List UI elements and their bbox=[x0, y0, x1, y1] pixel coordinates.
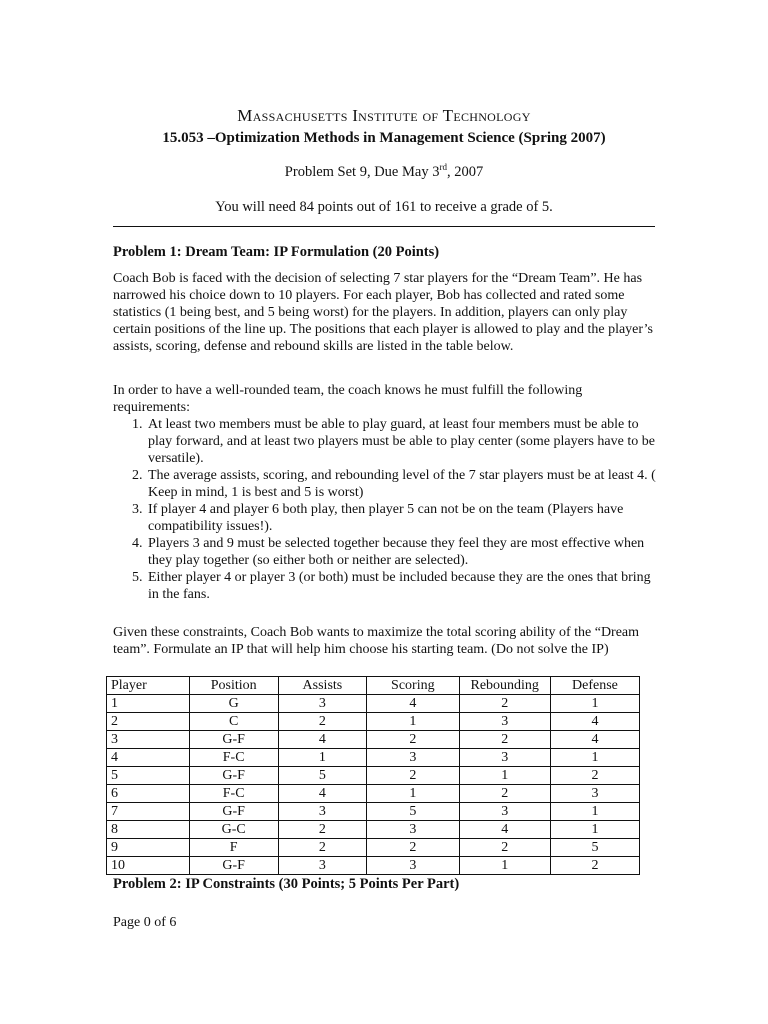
cell-scoring: 5 bbox=[367, 803, 459, 821]
table-body bbox=[107, 695, 640, 875]
cell-rebounding: 4 bbox=[459, 821, 550, 839]
table-row bbox=[107, 713, 640, 731]
col-header-defense: Defense bbox=[550, 677, 639, 695]
cell-assists: 4 bbox=[278, 785, 366, 803]
cell-player: 2 bbox=[107, 713, 190, 731]
table-row bbox=[107, 785, 640, 803]
cell-player: 8 bbox=[107, 821, 190, 839]
cell-rebounding: 2 bbox=[459, 731, 550, 749]
cell-player: 3 bbox=[107, 731, 190, 749]
col-header-player: Player bbox=[107, 677, 190, 695]
cell-defense: 1 bbox=[550, 695, 639, 713]
table-row bbox=[107, 767, 640, 785]
cell-rebounding: 2 bbox=[459, 695, 550, 713]
requirement-item: 2. The average assists, scoring, and rebounding level of the 7 star players must be at least 4. ( Keep in mind, 1 is best and 5 is worst) bbox=[146, 467, 658, 501]
cell-assists: 2 bbox=[278, 821, 366, 839]
cell-position: G bbox=[189, 695, 278, 713]
col-header-assists: Assists bbox=[278, 677, 366, 695]
cell-position: G-C bbox=[189, 821, 278, 839]
institute-name: Massachusetts Institute of Technology bbox=[237, 106, 531, 125]
cell-scoring: 1 bbox=[367, 713, 459, 731]
table-header-row bbox=[107, 677, 640, 695]
cell-assists: 3 bbox=[278, 695, 366, 713]
table-row bbox=[107, 821, 640, 839]
problem1-heading: Problem 1: Dream Team: IP Formulation (20 Points) bbox=[113, 244, 440, 260]
cell-player: 1 bbox=[107, 695, 190, 713]
cell-scoring: 1 bbox=[367, 785, 459, 803]
cell-defense: 1 bbox=[550, 803, 639, 821]
cell-player: 6 bbox=[107, 785, 190, 803]
table-row bbox=[107, 749, 640, 767]
cell-scoring: 3 bbox=[367, 821, 459, 839]
cell-defense: 1 bbox=[550, 749, 639, 767]
cell-assists: 2 bbox=[278, 713, 366, 731]
cell-scoring: 2 bbox=[367, 767, 459, 785]
cell-scoring: 3 bbox=[367, 857, 459, 875]
table-row bbox=[107, 857, 640, 875]
cell-scoring: 3 bbox=[367, 749, 459, 767]
cell-player: 9 bbox=[107, 839, 190, 857]
page-number: Page 0 of 6 bbox=[113, 915, 177, 930]
table-row bbox=[107, 839, 640, 857]
cell-position: G-F bbox=[189, 803, 278, 821]
cell-defense: 2 bbox=[550, 857, 639, 875]
cell-assists: 2 bbox=[278, 839, 366, 857]
cell-scoring: 2 bbox=[367, 839, 459, 857]
cell-rebounding: 1 bbox=[459, 767, 550, 785]
table-row bbox=[107, 695, 640, 713]
requirement-item: 1. At least two members must be able to play guard, at least four members must be able to play forward, and at least two players must be able to play center (some players have to be versatile). bbox=[146, 416, 658, 467]
cell-player: 5 bbox=[107, 767, 190, 785]
problem1-paragraph-2: In order to have a well-rounded team, the coach knows he must fulfill the following requirements: bbox=[113, 383, 583, 415]
cell-position: G-F bbox=[189, 767, 278, 785]
requirement-item: 5. Either player 4 or player 3 (or both) must be included because they are the ones that bring in the fans. bbox=[146, 569, 658, 603]
cell-assists: 3 bbox=[278, 857, 366, 875]
table-row bbox=[107, 731, 640, 749]
cell-scoring: 2 bbox=[367, 731, 459, 749]
grade-note: You will need 84 points out of 161 to receive a grade of 5. bbox=[215, 199, 553, 215]
cell-position: F-C bbox=[189, 785, 278, 803]
cell-rebounding: 3 bbox=[459, 803, 550, 821]
requirements-list bbox=[113, 416, 658, 603]
cell-assists: 1 bbox=[278, 749, 366, 767]
col-header-rebounding: Rebounding bbox=[459, 677, 550, 695]
table-row bbox=[107, 803, 640, 821]
cell-player: 7 bbox=[107, 803, 190, 821]
cell-scoring: 4 bbox=[367, 695, 459, 713]
cell-defense: 3 bbox=[550, 785, 639, 803]
cell-position: G-F bbox=[189, 857, 278, 875]
col-header-position: Position bbox=[189, 677, 278, 695]
problem2-heading: Problem 2: IP Constraints (30 Points; 5 Points Per Part) bbox=[113, 876, 460, 892]
header-divider bbox=[113, 226, 655, 227]
cell-assists: 3 bbox=[278, 803, 366, 821]
cell-position: G-F bbox=[189, 731, 278, 749]
problem1-paragraph-1: Coach Bob is faced with the decision of selecting 7 star players for the “Dream Team”. He has narrowed his choice down to 10 players. For each player, Bob has collected and rated some statistics (1 being best, and 5 being worst) for the players. In addition, players can only play certain positions of the line up. The positions that each player is allowed to play and the player’s assists, scoring, defense and rebound skills are listed in the table below. bbox=[113, 271, 653, 354]
cell-defense: 1 bbox=[550, 821, 639, 839]
cell-rebounding: 3 bbox=[459, 749, 550, 767]
cell-rebounding: 2 bbox=[459, 785, 550, 803]
cell-defense: 4 bbox=[550, 713, 639, 731]
cell-player: 10 bbox=[107, 857, 190, 875]
requirement-item: 4. Players 3 and 9 must be selected together because they feel they are most effective when they play together (so either both or neither are selected). bbox=[146, 535, 658, 569]
col-header-scoring: Scoring bbox=[367, 677, 459, 695]
problem-set-due: Problem Set 9, Due May 3rd, 2007 bbox=[284, 162, 484, 180]
cell-defense: 4 bbox=[550, 731, 639, 749]
cell-defense: 5 bbox=[550, 839, 639, 857]
cell-defense: 2 bbox=[550, 767, 639, 785]
cell-assists: 5 bbox=[278, 767, 366, 785]
cell-position: C bbox=[189, 713, 278, 731]
cell-position: F bbox=[189, 839, 278, 857]
cell-rebounding: 3 bbox=[459, 713, 550, 731]
cell-position: F-C bbox=[189, 749, 278, 767]
problem1-paragraph-3: Given these constraints, Coach Bob wants to maximize the total scoring ability of the “Dream team”. Formulate an IP that will help him choose his starting team. (Do not solve the IP) bbox=[113, 625, 640, 657]
cell-assists: 4 bbox=[278, 731, 366, 749]
cell-rebounding: 2 bbox=[459, 839, 550, 857]
players-table bbox=[106, 676, 640, 875]
cell-rebounding: 1 bbox=[459, 857, 550, 875]
course-title: 15.053 –Optimization Methods in Management Science (Spring 2007) bbox=[162, 130, 606, 146]
requirement-item: 3. If player 4 and player 6 both play, then player 5 can not be on the team (Players have compatibility issues!). bbox=[146, 501, 658, 535]
cell-player: 4 bbox=[107, 749, 190, 767]
